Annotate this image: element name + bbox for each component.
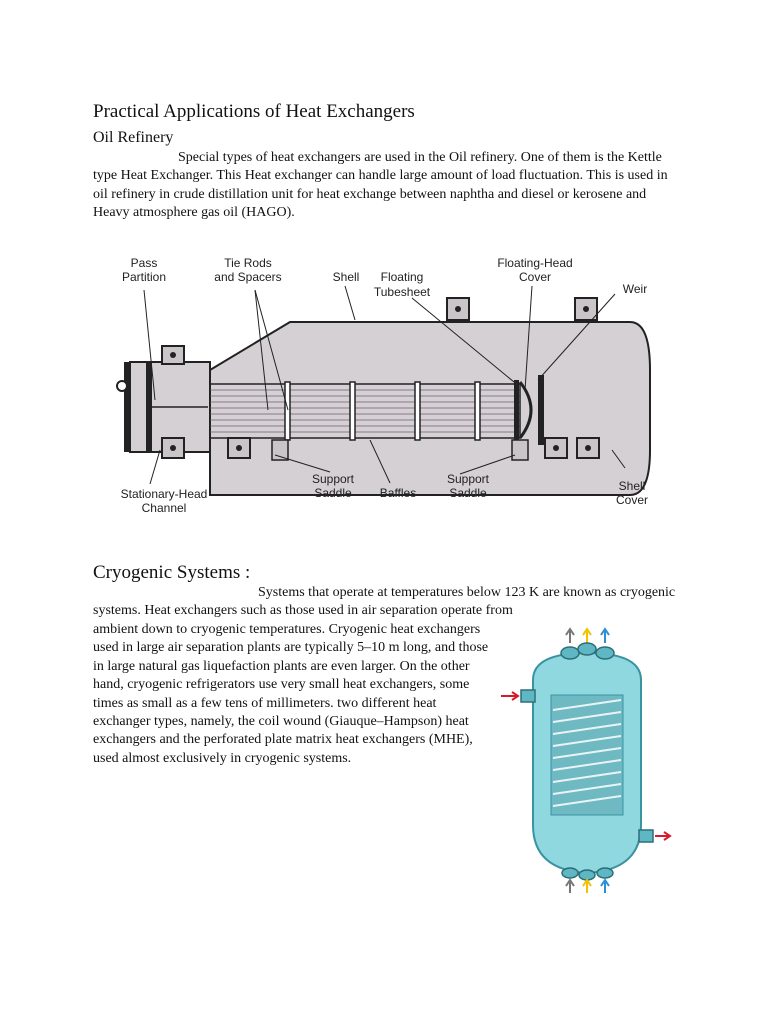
cryogenic-paragraph-top: Systems that operate at temperatures below 123 K are known as cryogenic systems. Heat exchangers such as those used in air separation operate from: [93, 585, 676, 619]
label-weir: Weir: [622, 282, 648, 296]
cryogenic-paragraph-wrap: ambient down to cryogenic temperatures. Cryogenic heat exchangers used in large air separation plants are typically 5–10 m long, and those in large natural gas liquefaction plants are even larger. On the other hand, cryogenic refrigerators use very small heat exchangers, some times as small as a few tens of millimeters. two different heat exchanger types, namely, the coil wound (Giauque–Hampson) heat exchangers and the perforated plate matrix heat exchangers (MHE), used almost exclusively in cryogenic systems.: [93, 622, 489, 766]
label-stationary-head-1: Stationary-Head: [120, 487, 208, 501]
cryogenic-heading: Cryogenic Systems :: [93, 562, 251, 583]
channel-flange-left: [124, 362, 130, 452]
oil-refinery-paragraph: Special types of heat exchangers are used in the Oil refinery. One of them is the Kettle type Heat Exchanger. This Heat exchanger can handle large amount of load fluctuation. This is used in oil refinery in crude distillation unit for heat exchange between naphtha and diesel or kerosene and Heavy atmosphere gas oil (HAGO).: [93, 150, 668, 221]
oil-refinery-heading: Oil Refinery: [93, 129, 174, 146]
label-baffles: Baffles: [379, 486, 417, 500]
label-shell-cover-1: Shell: [618, 479, 646, 493]
label-stationary-head-2: Channel: [141, 501, 187, 515]
page-title: Practical Applications of Heat Exchangers: [93, 101, 415, 122]
label-pass-partition-2: Partition: [121, 270, 167, 284]
label-support-saddle-left-2: Saddle: [314, 486, 352, 500]
label-support-saddle-right-1: Support: [446, 472, 490, 486]
label-tie-rods-1: Tie Rods: [224, 256, 272, 270]
label-shell: Shell: [332, 270, 360, 284]
coil-wound-heat-exchanger-image: [495, 625, 675, 897]
channel-flange-mid: [146, 362, 152, 452]
label-pass-partition-1: Pass: [130, 256, 158, 270]
label-floating-tubesheet-2: Tubesheet: [373, 285, 431, 299]
label-floating-head-1: Floating-Head: [497, 256, 573, 270]
bottom-nozzles: [562, 868, 613, 880]
kettle-heat-exchanger-diagram: [100, 250, 660, 520]
label-support-saddle-right-2: Saddle: [449, 486, 487, 500]
floating-tubesheet: [514, 380, 519, 442]
label-floating-head-2: Cover: [518, 270, 552, 284]
side-nozzle-left: [521, 690, 535, 702]
support-saddle-right: [512, 440, 528, 460]
label-support-saddle-left-1: Support: [311, 472, 355, 486]
label-floating-tubesheet-1: Floating: [380, 270, 424, 284]
label-shell-cover-2: Cover: [615, 493, 649, 507]
shell-cover-flange: [538, 375, 544, 445]
nozzle-left: [117, 381, 127, 391]
label-tie-rods-2: and Spacers: [214, 270, 282, 284]
side-nozzle-right: [639, 830, 653, 842]
